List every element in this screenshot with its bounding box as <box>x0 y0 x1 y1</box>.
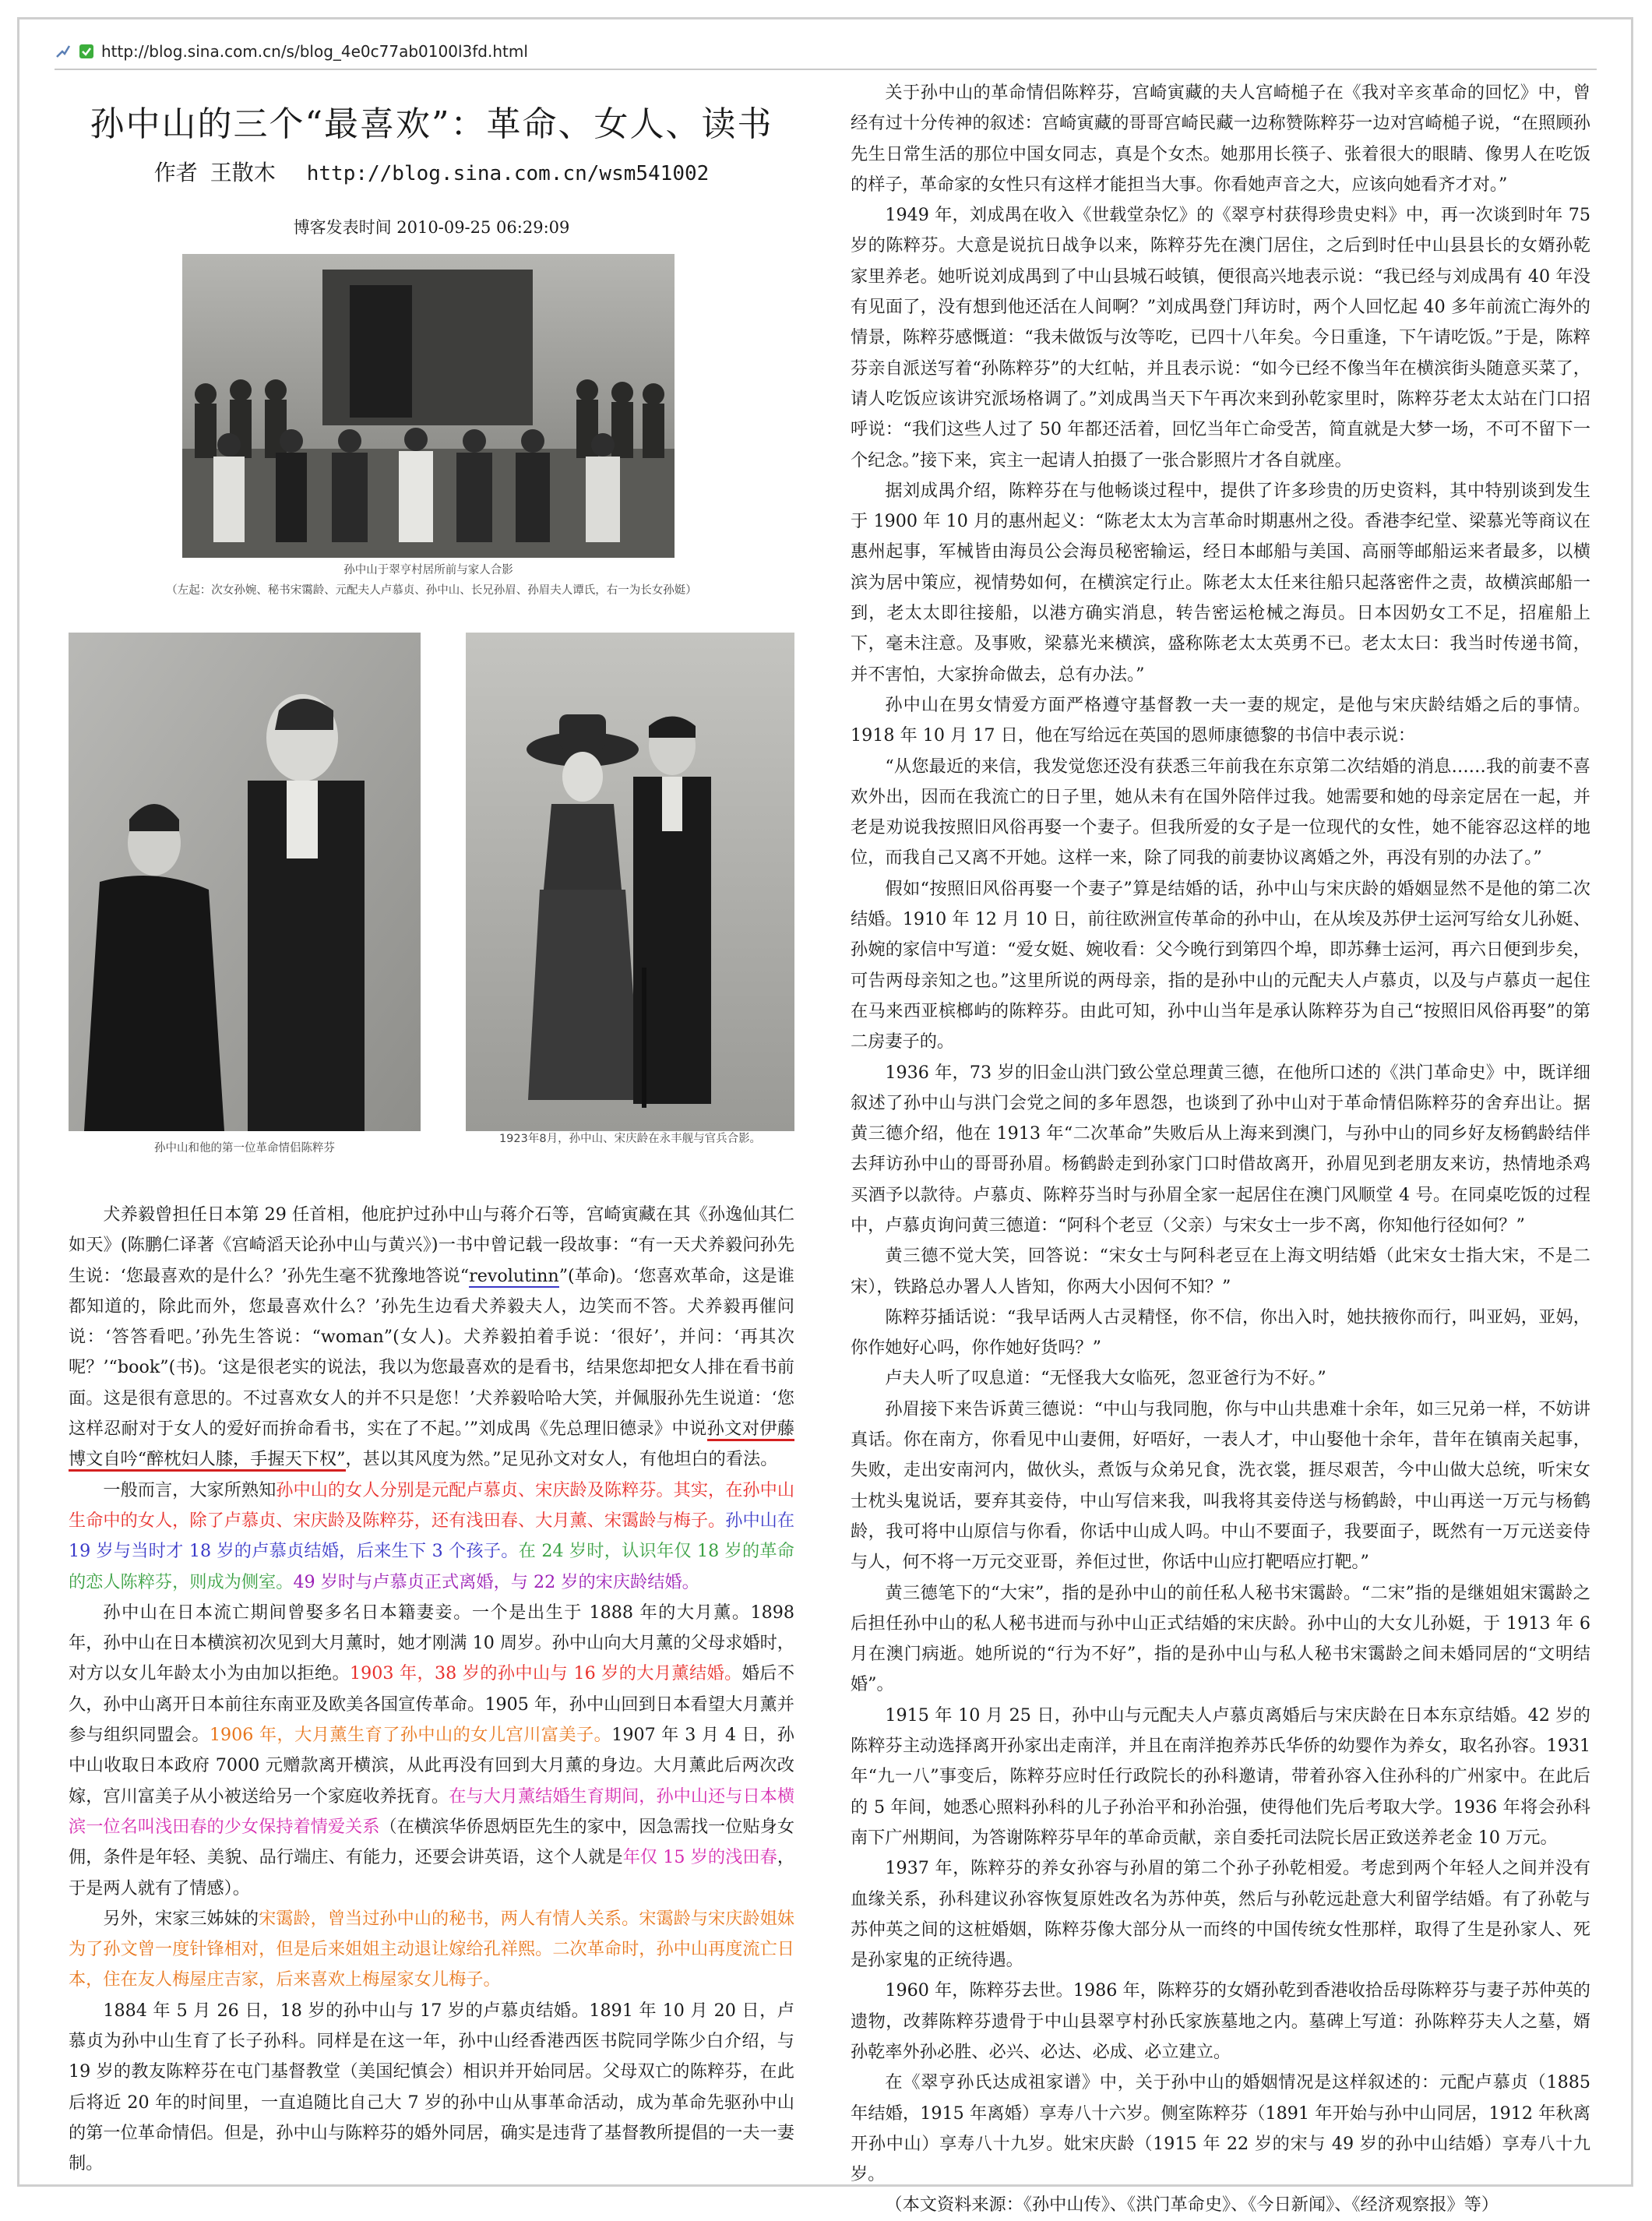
group-photo-caption: 孙中山于翠亨村居所前与家人合影 <box>343 564 513 576</box>
text-run: 犬养毅曾担任日本第 29 任首相，他庇护过孙中山与蒋介石等，宫崎寅藏在其《孙逸仙其仁如天》(陈鹏仁译著《宫崎滔天论孙中山与黄兴》)一书中曾记载一段故事：“有一天犬养毅问孙先生说：‘您最喜欢的是什么？’孙先生毫不犹豫地答说“ <box>69 1204 794 1286</box>
right-paragraph: 黄三德不觉大笑，回答说：“宋女士与阿科老豆在上海文明结婚（此宋女士指大宋，不是二宋），铁路总办署人人皆知，你两大小因何不知？” <box>851 1246 1590 1297</box>
right-paragraph: 陈粹芬插话说：“我早话两人古灵精怪，你不信，你出入时，她扶掖你而行，叫亚妈，亚妈，你作她好心吗，你作她好货吗？” <box>851 1306 1590 1359</box>
highlight-red: 1903 年，38 岁的孙中山与 16 岁的大月薰结婚。 <box>350 1663 742 1684</box>
url-text[interactable]: http://blog.sina.com.cn/s/blog_4e0c77ab0100l3fd.html <box>101 42 528 61</box>
highlight-green: 在 24 岁时，认识年仅 18 岁的革命的恋人陈粹芬，则成为侧室。 <box>69 1541 794 1592</box>
revolution-word: revolutinn <box>469 1265 559 1286</box>
group-photo <box>182 254 675 558</box>
secure-check-icon <box>78 43 95 60</box>
text-run: ，于是两人就有了情感）。 <box>69 1847 794 1898</box>
article-title: 孙中山的三个“最喜欢”：革命、女人、读书 <box>90 104 773 144</box>
author-line <box>69 156 794 187</box>
left-column <box>69 78 795 2174</box>
text-run: 婚后不久，孙中山离开日本前往东南亚及欧美各国宣传革命。1905 年，孙中山回到日本看望大月薰并参与组织同盟会。 <box>69 1663 795 1746</box>
publish-time: 博客发表时间 2010-09-25 06:29:09 <box>293 218 570 237</box>
paragraph-marriage-1884: 1884 年 5 月 26 日，18 岁的孙中山与 17 岁的卢慕贞结婚。1891 年 10 月 20 日，卢慕贞为孙中山生育了长子孙科。同样是在这一年，孙中山经香港西医书院同学陈少白介绍，与 19 岁的教友陈粹芬在屯门基督教堂（美国纪慎会）相识并开始同居。父母双亡的陈粹芬，在此后将近 20 年的时间里，一直追随比自己大 7 岁的孙中山从事革命活动，成为革命先驱孙中山的第一位革命情侣。但是，孙中山与陈粹芬的婚外同居，确实是违背了基督教所提倡的一夫一妻制。 <box>69 2000 794 2174</box>
right-paragraph: 假如“按照旧风俗再娶一个妻子”算是结婚的话，孙中山与宋庆龄的婚姻显然不是他的第二次结婚。1910 年 12 月 10 日，前往欧洲宣传革命的孙中山，在从埃及苏伊士运河写给女儿孙娗、孙婉的家信中写道：“爱女娗、婉收看：父今晚行到第四个埠，即苏彝士运河，再六日便到步矣，可告两母亲知之也。”这里所说的两母亲，指的是孙中山的元配夫人卢慕贞，以及与卢慕贞一起住在马来西亚槟榔屿的陈粹芬。由此可知，孙中山当年是承认陈粹芬为自己“按照旧风俗再娶”的第二房妻子的。 <box>851 878 1590 1052</box>
text-run: 1907 年 3 月 4 日，孙中山收取日本政府 7000 元赠款离开横滨，从此再没有回到大月薰的身边。大月薰此后两次改嫁，宫川富美子从小被送给另一个家庭收养抚育。 <box>69 1725 794 1807</box>
right-paragraph: 1937 年，陈粹芬的养女孙容与孙眉的第二个孙子孙乾相爱。考虑到两个年轻人之间并没有血缘关系，孙科建议孙容恢复原姓改名为苏仲英，然后与孙乾远赴意大利留学结婚。有了孙乾与苏仲英之间的这桩婚姻，陈粹芬像大部分从一而终的中国传统女性那样，取得了生是孙家人、死是孙家鬼的正统待遇。 <box>851 1858 1590 1971</box>
portrait-caption-right: 1923年8月，孙中山、宋庆龄在永丰舰与官兵合影。 <box>498 1133 762 1145</box>
text-run: 一般而言，大家所熟知 <box>103 1479 277 1500</box>
highlight-red: 孙中山的女人分别是元配卢慕贞、宋庆龄及陈粹芬。其实，在孙中山生命中的女人，除了卢慕贞、宋庆龄及陈粹芬，还有浅田春、大月薰、宋霭龄与梅子。 <box>69 1479 795 1531</box>
author-url[interactable]: http://blog.sina.com.cn/wsm541002 <box>306 162 710 185</box>
author-name: 王散木 <box>210 160 276 185</box>
paragraph-otsuki-kaoru <box>69 1598 794 1904</box>
right-paragraph: 1949 年，刘成禺在收入《世载堂杂忆》的《翠亨村获得珍贵史料》中，再一次谈到时年 75 岁的陈粹芬。大意是说抗日战争以来，陈粹芬先在澳门居住，之后到时任中山县县长的女婿孙乾家里养老。她听说刘成禺到了中山县城石岐镇，便很高兴地表示说：“我已经与刘成禺有 40 年没有见面了，没有想到他还活在人间啊？”刘成禺登门拜访时，两个人回忆起 40 多年前流亡海外的情景，陈粹芬感慨道：“我未做饭与汝等吃，已四十八年矣。今日重逢，下午请吃饭。”于是，陈粹芬亲自派送写着“孙陈粹芬”的大红帖，并且表示说：“如今已经不像当年在横滨街头随意买菜了，请人吃饭应该讲究派场格调了。”刘成禺当天下午再次来到孙乾家里时，陈粹芬老太太站在门口招呼说：“我们这些人过了 50 年都还活着，回忆当年亡命受苦，简直就是大梦一场，不可不留下一个纪念。”接下来，宾主一起请人拍摄了一张合影照片才各自就座。 <box>851 205 1590 471</box>
right-paragraph: 关于孙中山的革命情侣陈粹芬，宫崎寅藏的夫人宫崎槌子在《我对辛亥革命的回忆》中，曾经有过十分传神的叙述：宫崎寅藏的哥哥宫崎民藏一边称赞陈粹芬一边对宫崎槌子说，“在照顾孙先生日常生活的那位中国女同志，真是个女杰。她那用长筷子、张着很大的眼睛、像男人在吃饭的样子，革命家的女性只有这样才能担当大事。你看她声音之大，应该向她看齐才对。” <box>851 83 1590 195</box>
right-paragraph: 在《翠亨孙氏达成祖家谱》中，关于孙中山的婚姻情况是这样叙述的：元配卢慕贞（1885 年结婚，1915 年离婚）享寿八十六岁。侧室陈粹芬（1891 年开始与孙中山同居，1912 年秋离开孙中山）享寿八十九岁。妣宋庆龄（1915 年 22 岁的宋与 49 岁的孙中山结婚）享寿八十九岁。 <box>851 2072 1590 2185</box>
group-photo-caption-detail: （左起：次女孙婉、秘书宋霭龄、元配夫人卢慕贞、孙中山、长兄孙眉、孙眉夫人谭氏，右一为长女孙娗） <box>166 584 697 597</box>
text-run: 孙中山在日本流亡期间曾娶多名日本籍妻妾。一个是出生于 1888 年的大月薰。1898 年，孙中山在日本横滨初次见到大月薰时，她才刚满 10 周岁。孙中山向大月薰的父母求婚时，对方以女儿年龄太小为由加以拒绝。 <box>69 1602 794 1684</box>
highlight-orange: 宋霭龄，曾当过孙中山的秘书，两人有情人关系。宋霭龄与宋庆龄姐妹为了孙文曾一度针锋相对，但是后来姐姐主动退让嫁给孔祥熙。二次革命时，孙中山再度流亡日本，住在友人梅屋庄吉家，后来喜欢上梅屋家女儿梅子。 <box>69 1908 795 1990</box>
portrait-photo-soong-chingling <box>466 633 794 1131</box>
left-article-body <box>69 1200 794 2180</box>
portrait-caption-left: 孙中山和他的第一位革命情侣陈粹芬 <box>154 1142 335 1155</box>
highlight-blue: 孙中山在 19 岁与当时才 18 岁的卢慕贞结婚，后来生下 3 个孩子。 <box>69 1510 795 1562</box>
right-paragraph: 1915 年 10 月 25 日，孙中山与元配夫人卢慕贞离婚后与宋庆龄在日本东京结婚。42 岁的陈粹芬主动选择离开孙家出走南洋，并且在南洋抱养苏氏华侨的幼婴作为养女，取名孙容。1931 年“九一八”事变后，陈粹芬应时任行政院长的孙科邀请，带着孙容入住孙科的广州家中。在此后的 5 年间，她悉心照料孙科的儿子孙治平和孙治强，使得他们先后考取大学。1936 年将会孙科南下广州期间，为答谢陈粹芬早年的革命贡献，亲自委托司法院长居正致送养老金 10 万元。 <box>851 1705 1590 1848</box>
address-bar[interactable] <box>55 34 1597 70</box>
text-run: ”(革命)。‘您喜欢革命，这是谁都知道的，除此而外，您最喜欢什么？’孙先生边看犬养毅夫人，边笑而不答。犬养毅再催问说：‘答答看吧。’孙先生答说：“woman”(女人)。犬养毅拍着手说：‘很好’，并问：‘再其次呢？’“book”(书)。‘这是很老实的说法，我以为您最喜欢的是看书，结果您却把女人排在看书前面。这是很有意思的。不过喜欢女人的并不只是您！’犬养毅哈哈大笑，并佩服孙先生说道：‘您这样忍耐对于女人的爱好而拚命看书，实在了不起。’”刘成禺《先总理旧德录》中说 <box>69 1265 794 1440</box>
right-paragraph: 据刘成禺介绍，陈粹芬在与他畅谈过程中，提供了许多珍贵的历史资料，其中特别谈到发生于 1900 年 10 月的惠州起义：“陈老太太为言革命时期惠州之役。香港李纪堂、梁慕光等商议在惠州起事，军械皆由海员公会海员秘密输运，经日本邮船与美国、高丽等邮船运来者最多，以横滨为居中策应，视情势如何，在横滨定行止。陈老太太任来往船只起落密件之责，故横滨邮船一到，老太太即往接船，以港方确实消息，转告密运枪械之海员。日本因奶女工不足，招雇船上下，毫未注意。及事败，梁慕光来横滨，盛称陈老太太英勇不已。老太太曰：我当时传递书简，并不害怕，大家拚命做去，总有办法。” <box>851 480 1590 685</box>
right-paragraph: 卢夫人听了叹息道：“无怪我大女临死，忽亚爸行为不好。” <box>885 1368 1326 1389</box>
right-paragraph: 1936 年，73 岁的旧金山洪门致公堂总理黄三德，在他所口述的《洪门革命史》中，既详细叙述了孙中山与洪门会党之间的多年恩怨，也谈到了孙中山对于革命情侣陈粹芬的舍弃出让。据黄三德介绍，他在 1913 年“二次革命”失败后从上海来到澳门，与孙中山的同乡好友杨鹤龄结伴去拜访孙中山的哥哥孙眉。杨鹤龄走到孙家门口时借故离开，孙眉见到老朋友来访，热情地杀鸡买酒予以款待。卢慕贞、陈粹芬当时与孙眉全家一起居住在澳门风顺堂 4 号。在同桌吃饭的过程中，卢慕贞询问黄三德道：“阿科个老豆（父亲）与宋女士一步不离，你知他行径如何？” <box>851 1062 1590 1236</box>
text-run: ，甚以其风度为然。”足见孙文对女人，有他坦白的看法。 <box>345 1449 778 1470</box>
author-label: 作者 <box>153 160 198 185</box>
right-article-body <box>851 78 1590 2221</box>
right-paragraph: 1960 年，陈粹芬去世。1986 年，陈粹芬的女婿孙乾到香港收拾岳母陈粹芬与妻子苏仲英的遗物，改葬陈粹芬遗骨于中山县翠亨村孙氏家族墓地之内。墓碑上写道：孙陈粹芬夫人之墓，婿孙乾率外孙必胜、必兴、必达、必成、必立建立。 <box>851 1980 1590 2062</box>
right-paragraph: 孙中山在男女情爱方面严格遵守基督教一夫一妻的规定，是他与宋庆龄结婚之后的事情。1918 年 10 月 17 日，他在写给远在英国的恩师康德黎的书信中表示说： <box>851 694 1590 746</box>
highlight-magenta: 在与大月薰结婚生育期间，孙中山还与日本横滨一位名叫浅田春的少女保持着情爱关系 <box>69 1786 795 1837</box>
sources-note: （本文资料来源：《孙中山传》、《洪门革命史》、《今日新闻》、《经济观察报》等） <box>885 2195 1499 2216</box>
right-paragraph: 孙眉接下来告诉黄三德说：“中山与我同胞，你与中山共患难十余年，如三兄弟一样，不妨讲真话。你在南方，你看见中山妻佣，好唔好，一表人才，中山娶他十余年，昔年在镇南关起事，失败，走出安南河内，做伙头，煮饭与众弟兄食，洗衣裳，捱尽艰苦，今中山做大总统，听宋女士枕头鬼说话，要弃其妾侍，中山写信来我，叫我将其妾侍送与杨鹤龄，中山再送一万元与杨鹤龄，我可将中山原信与你看，你话中山成人吗。中山不要面子，我要面子，既然有一万元送妾侍与人，何不将一万元交亚哥，养佢过世，你话中山应打靶唔应打靶。” <box>851 1398 1590 1573</box>
right-paragraph: 黄三德笔下的“大宋”，指的是孙中山的前任私人秘书宋霭龄。“二宋”指的是继姐姐宋霭龄之后担任孙中山的私人秘书进而与孙中山正式结婚的宋庆龄。孙中山的大女儿孙娗，于 1913 年 6 月在澳门病逝。她所说的“行为不好”，指的是孙中山与私人秘书宋霭龄之间未婚同居的“文明结婚”。 <box>851 1582 1590 1695</box>
paragraph-women-overview <box>69 1475 794 1598</box>
highlight-magenta: 年仅 15 岁的浅田春 <box>622 1847 777 1868</box>
underlined-quote: 孙文对伊藤博文自吟“醉枕妇人膝，手握天下权” <box>69 1419 794 1472</box>
text-run: （在横滨华侨恩炳臣先生的家中，因急需找一位贴身女佣，条件是年轻、美貌、品行端庄、有能力，还要会讲英语，这个人就是 <box>69 1816 795 1868</box>
page-icon <box>55 43 72 60</box>
highlight-orange: 1906 年，大月薰生育了孙中山的女儿宫川富美子。 <box>209 1725 612 1746</box>
paragraph-soong-ailing <box>69 1904 794 1996</box>
text-run: 另外，宋家三姊妹的 <box>103 1908 259 1929</box>
paragraph-inukai <box>69 1200 794 1475</box>
right-column <box>851 78 1590 2216</box>
right-paragraph: “从您最近的来信，我发觉您还没有获悉三年前我在东京第二次结婚的消息……我的前妻不喜欢外出，因而在我流亡的日子里，她从未有在国外陪伴过我。她需要和她的母亲定居在一起，并老是劝说我按照旧风俗再娶一个妻子。但我所爱的女子是一位现代的女性，她不能容忍这样的地位，而我自己又离不开她。这样一来，除了同我的前妻协议离婚之外，再没有别的办法了。” <box>851 756 1590 869</box>
highlight-purple: 49 岁时与卢慕贞正式离婚，与 22 岁的宋庆龄结婚。 <box>293 1571 699 1592</box>
portrait-photo-chen-cuifen <box>69 633 421 1131</box>
